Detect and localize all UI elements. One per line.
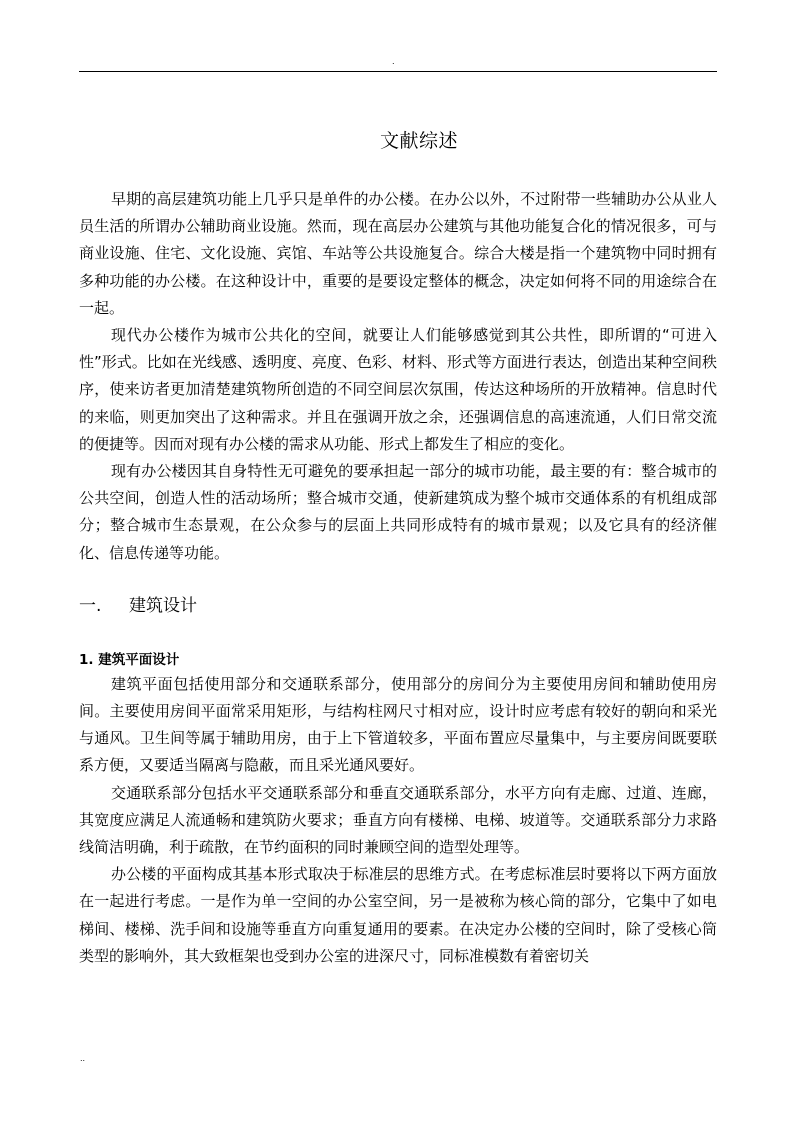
document-title: 文献综述 [379,130,458,152]
intro-paragraph-1: 早期的高层建筑功能上几乎只是单件的办公楼。在办公以外，不过附带一些辅助办公从业人员生活的所谓办公辅助商业设施。然而，现在高层办公建筑与其他功能复合化的情况很多，可与商业设施、住宅、文化设施、宾馆、车站等公共设施复合。综合大楼是指一个建筑物中同时拥有多种功能的办公楼。在这种设计中，重要的是要设定整体的概念，决定如何将不同的用途综合在一起。 [79,190,717,317]
section-heading-architectural-design [79,592,717,620]
floor-plan-paragraph-3: 办公楼的平面构成其基本形式取决于标准层的思维方式。在考虑标准层时要将以下两方面放在一起进行考虑。一是作为单一空间的办公室空间，另一是被称为核心筒的部分，它集中了如电梯间、楼梯、洗手间和设施等垂直方向重复通用的要素。在决定办公楼的空间时，除了受核心筒类型的影响外，其大致框架也受到办公室的进深尺寸，同标准模数有着密切关 [79,865,717,965]
document-body [79,186,717,970]
section-number: 一. [79,595,102,616]
footer-mark: .. [80,1054,86,1063]
intro-paragraph-2: 现代办公楼作为城市公共化的空间，就要让人们能够感觉到其公共性，即所谓的“可进入性”形式。比如在光线感、透明度、亮度、色彩、材料、形式等方面进行表达，创造出某种空间秩序，使来访者更加清楚建筑物所创造的不同空间层次氛围，传达这种场所的开放精神。信息时代的来临，则更加突出了这种需求。并且在强调开放之余，还强调信息的高速流通，人们日常交流的便捷等。因而对现有办公楼的需求从功能、形式上都发生了相应的变化。 [79,326,717,453]
floor-plan-paragraph-1: 建筑平面包括使用部分和交通联系部分，使用部分的房间分为主要使用房间和辅助使用房间。主要使用房间平面常采用矩形，与结构柱网尺寸相对应，设计时应考虑有较好的朝向和采光与通风。卫生间等属于辅助用房，由于上下管道较多，平面布置应尽量集中，与主要房间既要联系方便，又要适当隔离与隐蔽，而且采光通风要好。 [79,674,717,775]
header-mark: . [392,57,395,66]
floor-plan-paragraph-2: 交通联系部分包括水平交通联系部分和垂直交通联系部分，水平方向有走廊、过道、连廊，其宽度应满足人流通畅和建筑防火要求；垂直方向有楼梯、电梯、坡道等。交通联系部分力求路线简洁明确，利于疏散，在节约面积的同时兼顾空间的造型处理等。 [79,783,717,857]
subsection-heading-floor-plan: 1. 建筑平面设计 [79,651,180,668]
header-rule [79,71,717,72]
section-title: 建筑设计 [129,595,197,616]
intro-paragraph-3: 现有办公楼因其自身特性无可避免的要承担起一部分的城市功能，最主要的有：整合城市的公共空间，创造人性的活动场所；整合城市交通，使新建筑成为整个城市交通体系的有机组成部分；整合城市生态景观，在公众参与的层面上共同形成特有的城市景观；以及它具有的经济催化、信息传递等功能。 [79,462,717,562]
